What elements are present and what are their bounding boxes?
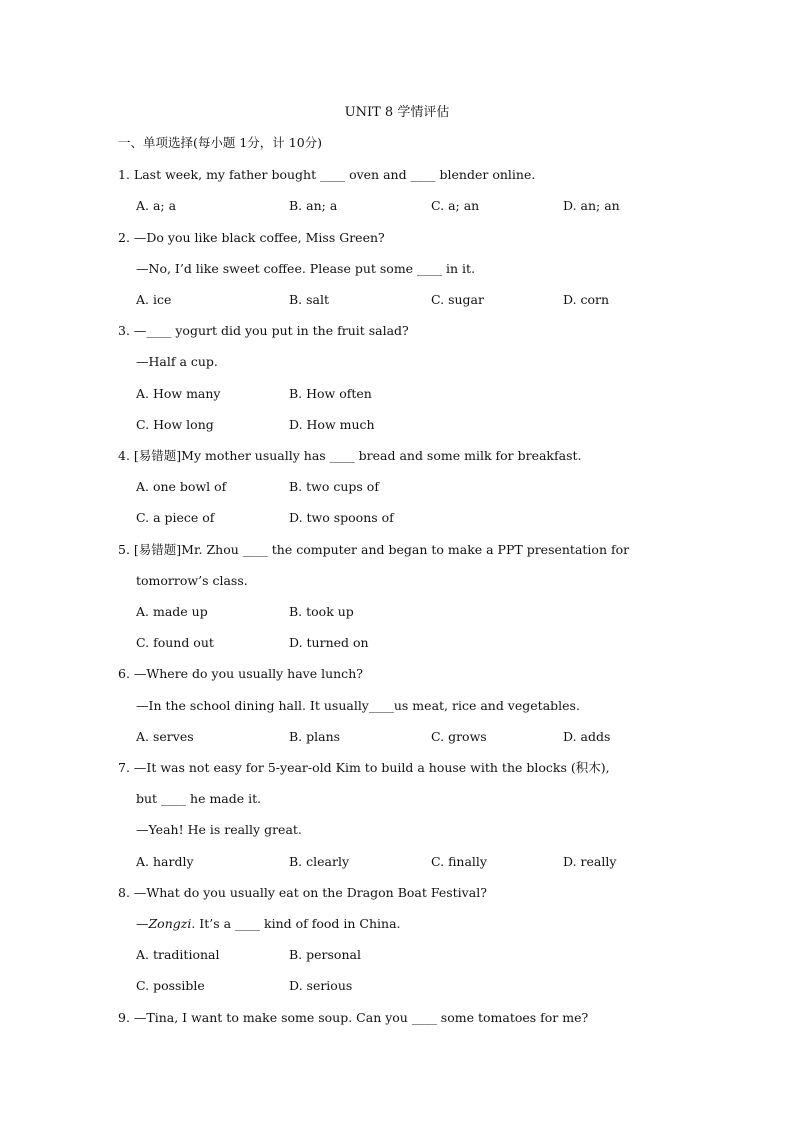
question-2-reply: —No, I’d like sweet coffee. Please put some ____ in it. bbox=[136, 261, 476, 276]
option-2c: C. sugar bbox=[431, 292, 484, 307]
option-6d: D. adds bbox=[563, 729, 611, 744]
option-2b: B. salt bbox=[289, 292, 330, 307]
option-7c: C. finally bbox=[431, 854, 487, 869]
option-4c: C. a piece of bbox=[136, 510, 215, 525]
option-1c: C. a; an bbox=[431, 198, 480, 213]
question-7-reply: —Yeah! He is really great. bbox=[136, 822, 302, 837]
option-3d: D. How much bbox=[289, 417, 375, 432]
option-2d: D. corn bbox=[563, 292, 610, 307]
question-3: 3. —____ yogurt did you put in the fruit salad? bbox=[118, 323, 409, 338]
question-7-continued: but ____ he made it. bbox=[136, 791, 262, 806]
option-7b: B. clearly bbox=[289, 854, 350, 869]
option-4d: D. two spoons of bbox=[289, 510, 394, 525]
option-4a: A. one bowl of bbox=[136, 479, 227, 494]
question-1: 1. Last week, my father bought ____ oven and ____ blender online. bbox=[118, 167, 536, 182]
option-3a: A. How many bbox=[136, 386, 221, 401]
question-5-continued: tomorrow’s class. bbox=[136, 573, 248, 588]
option-6b: B. plans bbox=[289, 729, 341, 744]
option-7d: D. really bbox=[563, 854, 617, 869]
option-3c: C. How long bbox=[136, 417, 214, 432]
question-2: 2. —Do you like black coffee, Miss Green? bbox=[118, 230, 385, 245]
option-5c: C. found out bbox=[136, 635, 214, 650]
option-8d: D. serious bbox=[289, 978, 353, 993]
option-2a: A. ice bbox=[136, 292, 172, 307]
option-1a: A. a; a bbox=[136, 198, 177, 213]
option-1d: D. an; an bbox=[563, 198, 620, 213]
option-3b: B. How often bbox=[289, 386, 372, 401]
question-3-reply: —Half a cup. bbox=[136, 354, 218, 369]
option-8b: B. personal bbox=[289, 947, 361, 962]
question-5: 5. [易错题]Mr. Zhou ____ the computer and began to make a PPT presentation for bbox=[118, 542, 630, 557]
question-7: 7. —It was not easy for 5-year-old Kim to build a house with the blocks (积木), bbox=[118, 760, 610, 775]
question-6-reply: —In the school dining hall. It usually____us meat, rice and vegetables. bbox=[136, 698, 580, 713]
section-heading: 一、单项选择(每小题 1分，计 10分) bbox=[118, 135, 323, 150]
option-5b: B. took up bbox=[289, 604, 354, 619]
option-6c: C. grows bbox=[431, 729, 487, 744]
option-4b: B. two cups of bbox=[289, 479, 379, 494]
question-6: 6. —Where do you usually have lunch? bbox=[118, 666, 363, 681]
option-7a: A. hardly bbox=[136, 854, 194, 869]
question-4: 4. [易错题]My mother usually has ____ bread and some milk for breakfast. bbox=[118, 448, 582, 463]
option-8c: C. possible bbox=[136, 978, 205, 993]
option-8a: A. traditional bbox=[136, 947, 220, 962]
option-1b: B. an; a bbox=[289, 198, 338, 213]
zongzi-italic: Zongzi bbox=[148, 916, 192, 931]
option-5a: A. made up bbox=[136, 604, 208, 619]
question-8-reply: —Zongzi. It’s a ____ kind of food in China. bbox=[136, 916, 401, 931]
page-title: UNIT 8 学情评估 bbox=[344, 105, 450, 120]
option-5d: D. turned on bbox=[289, 635, 369, 650]
question-9: 9. —Tina, I want to make some soup. Can you ____ some tomatoes for me? bbox=[118, 1010, 589, 1025]
question-8: 8. —What do you usually eat on the Dragon Boat Festival? bbox=[118, 885, 487, 900]
option-6a: A. serves bbox=[136, 729, 194, 744]
